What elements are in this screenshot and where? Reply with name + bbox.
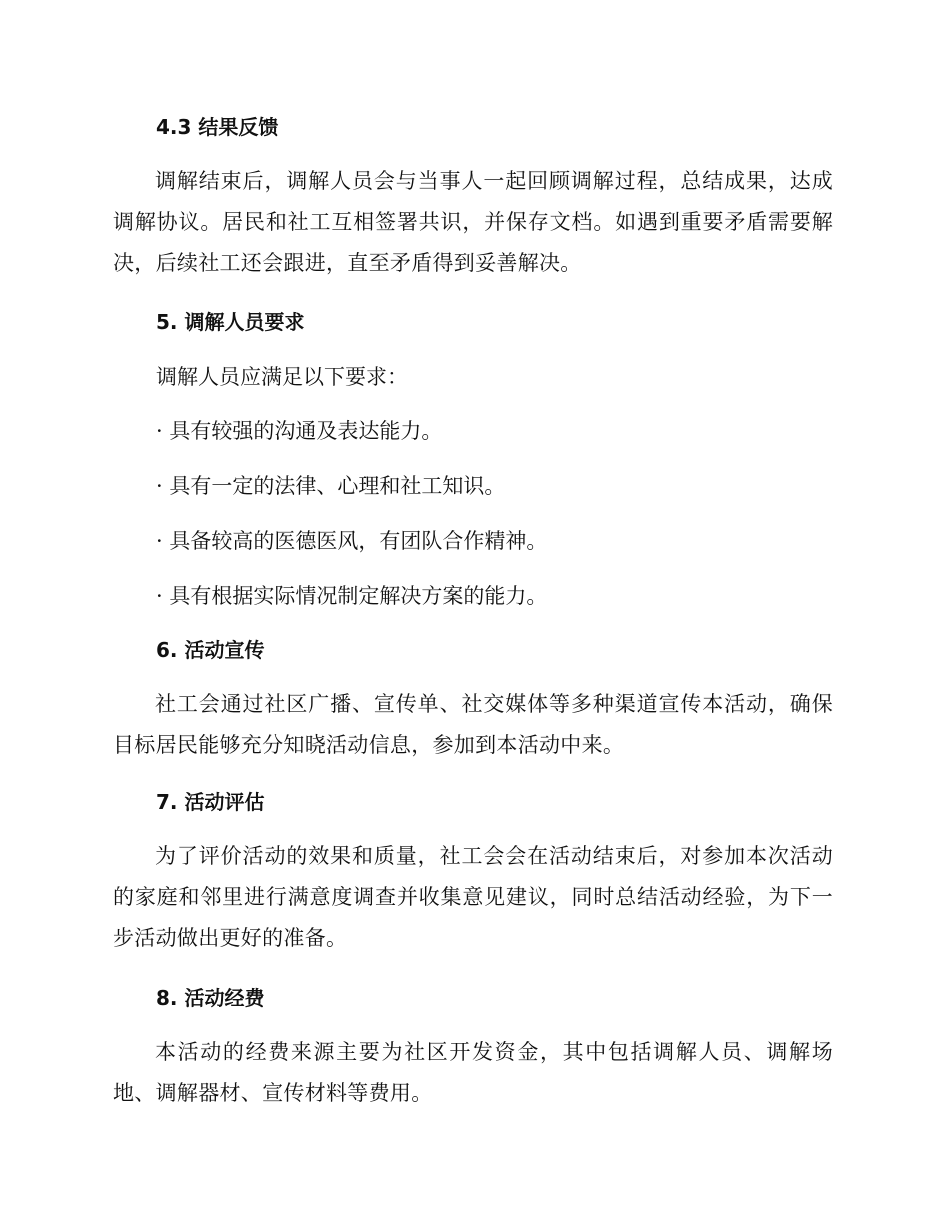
- section-body-7: 为了评价活动的效果和质量，社工会会在活动结束后，对参加本次活动的家庭和邻里进行满意度调查并收集意见建议，同时总结活动经验，为下一步活动做出更好的准备。: [113, 844, 833, 950]
- section-heading-7: 7. 活动评估: [156, 790, 265, 814]
- requirement-item: · 具有较强的沟通及表达能力。: [156, 419, 443, 443]
- section-body-8: 本活动的经费来源主要为社区开发资金，其中包括调解人员、调解场地、调解器材、宣传材料等费用。: [113, 1040, 833, 1105]
- section-heading-8: 8. 活动经费: [156, 986, 265, 1010]
- requirement-item: · 具有根据实际情况制定解决方案的能力。: [156, 584, 548, 608]
- requirement-item: · 具备较高的医德医风，有团队合作精神。: [156, 529, 548, 553]
- section-heading-5: 5. 调解人员要求: [156, 310, 305, 334]
- section-body-4-3: 调解结束后，调解人员会与当事人一起回顾调解过程，总结成果，达成调解协议。居民和社工互相签署共识，并保存文档。如遇到重要矛盾需要解决，后续社工还会跟进，直至矛盾得到妥善解决。: [113, 169, 833, 275]
- section-body-6: 社工会通过社区广播、宣传单、社交媒体等多种渠道宣传本活动，确保目标居民能够充分知晓活动信息，参加到本活动中来。: [113, 692, 833, 757]
- section-heading-6: 6. 活动宣传: [156, 638, 265, 662]
- requirements-intro: 调解人员应满足以下要求：: [156, 365, 408, 389]
- requirement-item: · 具有一定的法律、心理和社工知识。: [156, 474, 506, 498]
- section-heading-4-3: 4.3 结果反馈: [156, 115, 279, 139]
